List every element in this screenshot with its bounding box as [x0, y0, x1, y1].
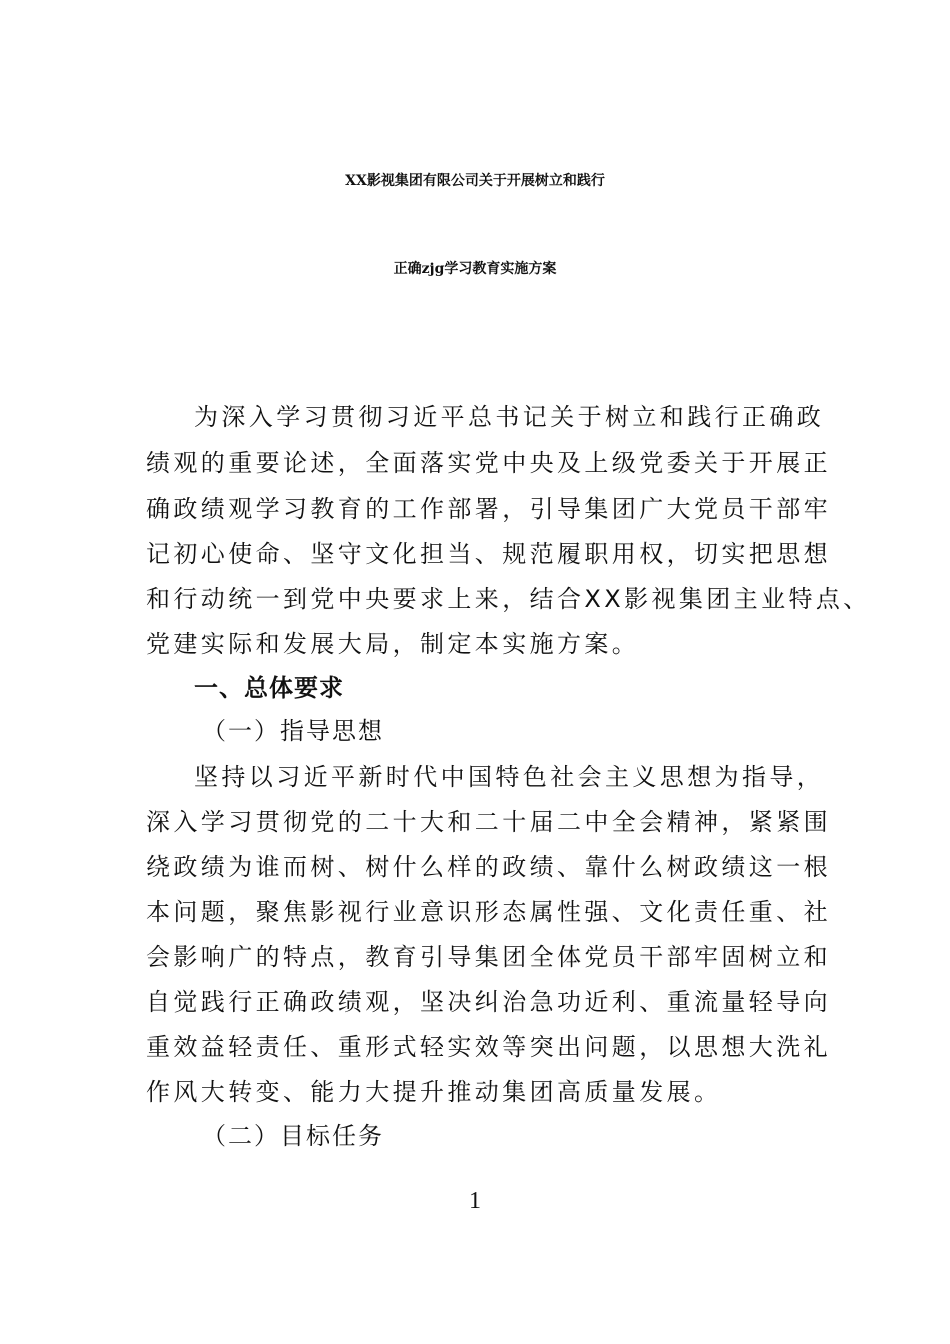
subsection-heading: （一）指导思想 [202, 717, 384, 745]
document-title-line-2: 正确zjg学习教育实施方案 [393, 261, 557, 277]
page-number: 1 [469, 1188, 481, 1214]
guiding-paragraph-line: 坚持以习近平新时代中国特色社会主义思想为指导， [194, 763, 825, 791]
section-heading: 一、总体要求 [194, 674, 344, 702]
document-title-line-1: XX影视集团有限公司关于开展树立和践行 [345, 173, 605, 189]
guiding-paragraph-line: 会影响广的特点，教育引导集团全体党员干部牢固树立和 [146, 943, 831, 971]
intro-paragraph-line: 确政绩观学习教育的工作部署，引导集团广大党员干部牢 [146, 495, 831, 523]
intro-paragraph-line: 记初心使命、坚守文化担当、规范履职用权，切实把思想 [146, 540, 831, 568]
subsection-heading: （二）目标任务 [202, 1122, 384, 1150]
intro-paragraph-line: 为深入学习贯彻习近平总书记关于树立和践行正确政 [194, 403, 825, 431]
guiding-paragraph-line: 作风大转变、能力大提升推动集团高质量发展。 [146, 1078, 722, 1106]
guiding-paragraph-line: 重效益轻责任、重形式轻实效等突出问题，以思想大洗礼 [146, 1033, 831, 1061]
intro-paragraph-line: 党建实际和发展大局，制定本实施方案。 [146, 630, 640, 658]
intro-paragraph-line: 绩观的重要论述，全面落实党中央及上级党委关于开展正 [146, 449, 831, 477]
guiding-paragraph-line: 本问题，聚焦影视行业意识形态属性强、文化责任重、社 [146, 898, 831, 926]
guiding-paragraph-line: 绕政绩为谁而树、树什么样的政绩、靠什么树政绩这一根 [146, 853, 831, 881]
guiding-paragraph-line: 自觉践行正确政绩观，坚决纠治急功近利、重流量轻导向 [146, 988, 831, 1016]
intro-paragraph-line: 和行动统一到党中央要求上来，结合XX影视集团主业特点、 [146, 585, 871, 613]
guiding-paragraph-line: 深入学习贯彻党的二十大和二十届二中全会精神，紧紧围 [146, 808, 831, 836]
